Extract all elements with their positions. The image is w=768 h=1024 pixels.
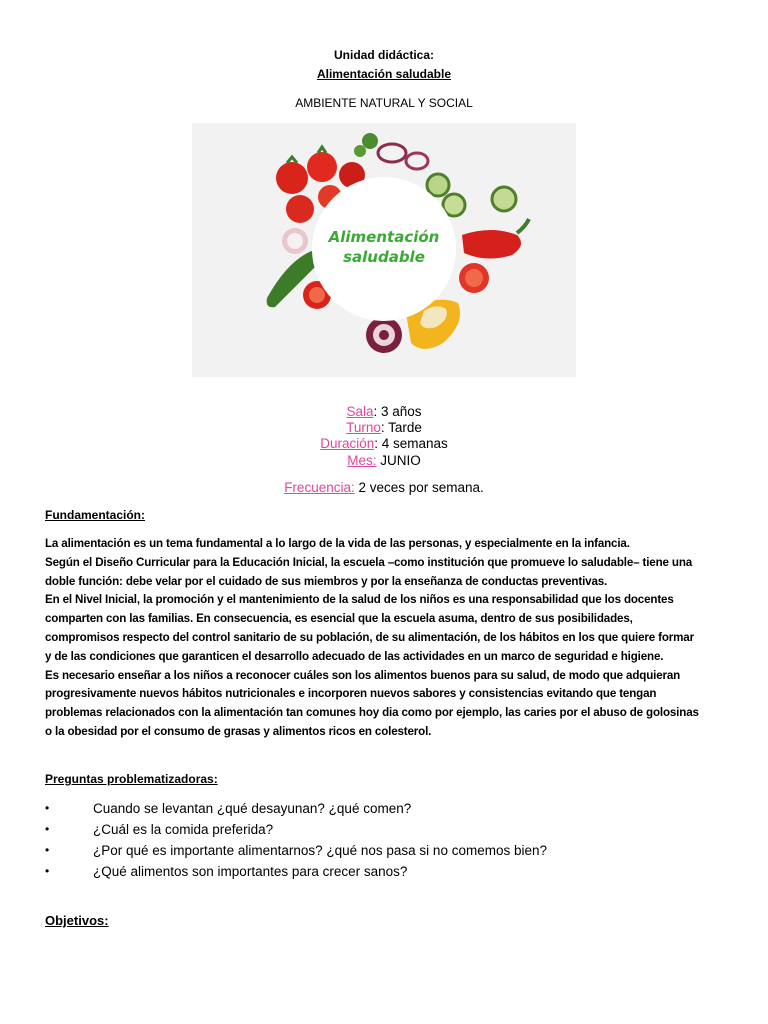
paragraph-line: progresivamente nuevos hábitos nutricionales e incorporen nuevos sabores y consistencias evitando que tengan (45, 687, 657, 701)
bullet-icon: • (45, 864, 50, 878)
unit-title-text: Alimentación saludable (316, 67, 452, 81)
paragraph-line: comparten con las familias. En consecuencia, es esencial que la escuela asuma, dentro de sus posibilidades, (45, 612, 633, 626)
paragraph-line: Es necesario enseñar a los niños a reconocer cuáles son los alimentos buenos para su salud, de modo que adquieran (45, 668, 681, 682)
fundamentacion-heading: Fundamentación: (45, 508, 146, 522)
paragraph-line: Según el Diseño Curricular para la Educación Inicial, la escuela –como institución que promueve lo saludable– tiene una (45, 555, 693, 569)
paragraph-line: doble función: debe velar por el cuidado de sus miembros y por la enseñanza de conductas preventivas. (45, 574, 608, 588)
list-item (45, 798, 547, 819)
bullet-icon: • (45, 843, 50, 857)
unit-label: Unidad didáctica: (333, 48, 434, 62)
frecuencia-row (0, 480, 768, 497)
frecuencia-value: 2 veces por semana. (354, 480, 484, 495)
sala-value: : 3 años (373, 404, 422, 419)
list-item (45, 819, 547, 840)
list-item (45, 840, 547, 861)
list-item-text: ¿Cuál es la comida preferida? (93, 822, 274, 837)
turno-value: : Tarde (380, 420, 422, 435)
turno-row (0, 420, 768, 437)
list-item (45, 861, 547, 882)
sala-label: Sala (346, 404, 374, 419)
turno-label: Turno (346, 420, 381, 435)
duracion-row (0, 436, 768, 453)
bullet-icon: • (45, 801, 50, 815)
duracion-value: : 4 semanas (374, 436, 448, 451)
frecuencia-label: Frecuencia: (284, 480, 355, 495)
unit-title (0, 67, 768, 81)
duracion-label: Duración (320, 436, 375, 451)
list-item-text: ¿Por qué es importante alimentarnos? ¿qué nos pasa si no comemos bien? (93, 843, 547, 858)
paragraph-line: problemas relacionados con la alimentación tan comunes hoy dia como por ejemplo, las caries por el abuso de golosinas (45, 706, 699, 720)
paragraph-line: La alimentación es un tema fundamental a lo largo de la vida de las personas, y especialmente en la infancia. (45, 537, 630, 550)
sala-row (0, 404, 768, 421)
image-badge-text (192, 227, 576, 267)
badge-line-2: saludable (343, 248, 425, 266)
preguntas-list (45, 798, 547, 882)
bullet-icon: • (45, 822, 50, 836)
preguntas-heading: Preguntas problematizadoras: (45, 772, 218, 786)
paragraph-line: y de las condiciones que garanticen el desarrollo adecuado de las actividades en un marco de seguridad e higiene. (45, 649, 664, 663)
paragraph-line: compromisos respecto del control sanitario de su población, de su alimentación, de los hábitos en los que quiere formar (45, 630, 694, 644)
mes-label: Mes: (347, 453, 377, 468)
paragraph-line: o la obesidad por el consumo de grasas y alimentos ricos en colesterol. (45, 724, 432, 738)
mes-value: JUNIO (376, 453, 421, 468)
list-item-text: ¿Qué alimentos son importantes para crecer sanos? (93, 864, 408, 879)
paragraph-line: En el Nivel Inicial, la promoción y el mantenimiento de la salud de los niños es una responsabilidad que los docentes (45, 593, 674, 607)
fundamentacion-paragraph (45, 535, 725, 742)
mes-row (0, 453, 768, 470)
area-title: AMBIENTE NATURAL Y SOCIAL (295, 96, 473, 110)
hero-image (192, 123, 576, 377)
objetivos-heading: Objetivos: (45, 913, 109, 928)
badge-line-1: Alimentación (328, 228, 440, 246)
list-item-text: Cuando se levantan ¿qué desayunan? ¿qué comen? (93, 801, 412, 816)
